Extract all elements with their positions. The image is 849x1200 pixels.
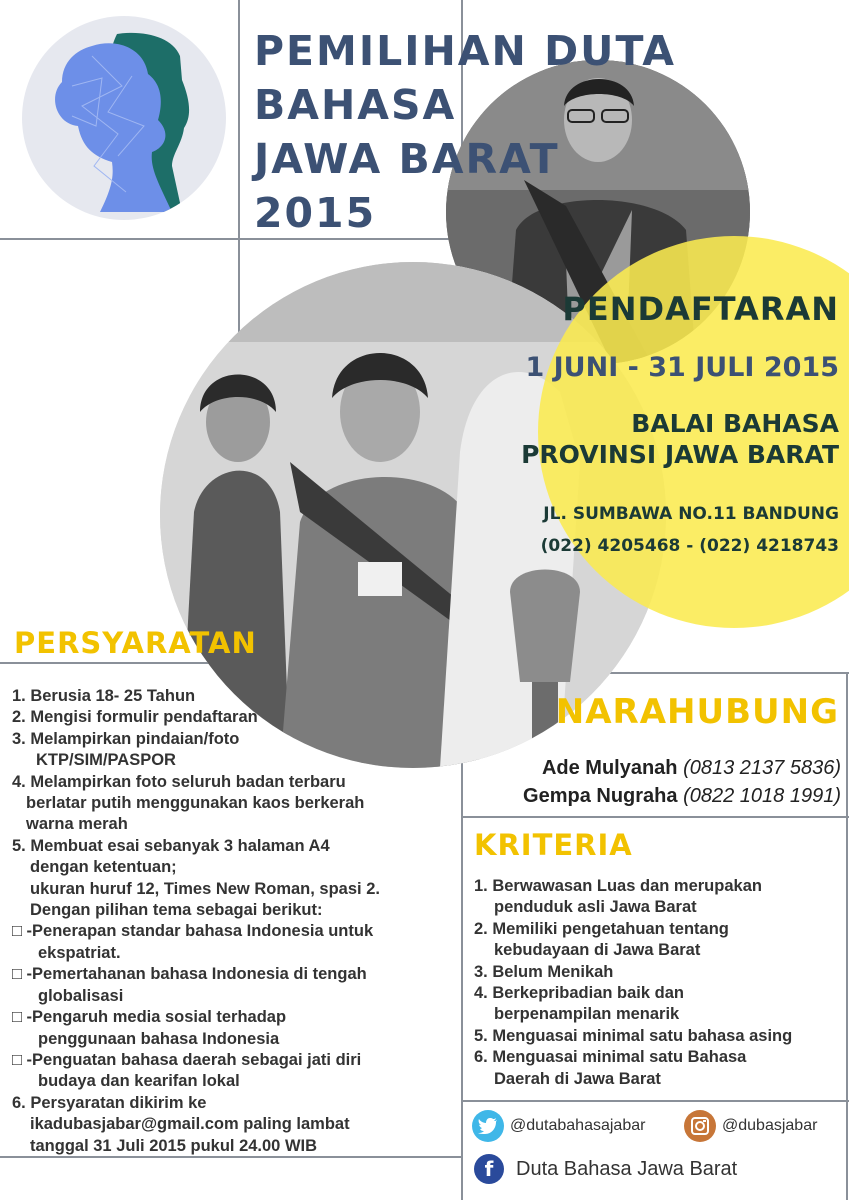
divider-horizontal-right-kriteria bbox=[462, 816, 849, 818]
twitter-bird-icon bbox=[472, 1110, 504, 1142]
list-item: ukuran huruf 12, Times New Roman, spasi 2. bbox=[30, 879, 380, 898]
divider-vertical-left bbox=[238, 0, 240, 340]
list-item: 3. Belum Menikah bbox=[474, 962, 614, 981]
list-item: 5. Menguasai minimal satu bahasa asing bbox=[474, 1026, 793, 1045]
contact-name: Gempa Nugraha bbox=[523, 785, 678, 807]
registration-contact bbox=[541, 498, 839, 562]
narahubung-heading: NARAHUBUNG bbox=[555, 692, 839, 732]
list-item: kebudayaan di Jawa Barat bbox=[494, 941, 701, 960]
list-item: 6. Menguasai minimal satu Bahasa bbox=[474, 1048, 747, 1067]
kriteria-heading: KRITERIA bbox=[474, 828, 633, 862]
list-item: □ -Penerapan standar bahasa Indonesia untuk bbox=[12, 922, 374, 941]
list-item: berlatar putih menggunakan kaos berkerah bbox=[26, 794, 365, 813]
contact-phone: (0813 2137 5836) bbox=[683, 757, 841, 779]
list-item: □ -Pemertahanan bahasa Indonesia di tengah bbox=[12, 965, 367, 984]
list-item: 5. Membuat esai sebanyak 3 halaman A4 bbox=[12, 836, 330, 855]
twitter-handle: @dutabahasajabar bbox=[510, 1117, 646, 1134]
contact-phone: (0822 1018 1991) bbox=[683, 785, 841, 807]
list-item: penduduk asli Jawa Barat bbox=[494, 898, 697, 917]
list-item: 1. Berusia 18- 25 Tahun bbox=[12, 687, 196, 705]
registration-dates: 1 JUNI - 31 JULI 2015 bbox=[525, 352, 839, 383]
instagram-link[interactable] bbox=[684, 1110, 817, 1142]
list-item: 2. Mengisi formulir pendaftaran bbox=[12, 708, 258, 727]
registration-organizer bbox=[521, 408, 839, 470]
instagram-camera-icon bbox=[684, 1110, 716, 1142]
persyaratan-list bbox=[12, 686, 380, 1157]
list-item: 3. Melampirkan pindaian/foto bbox=[12, 729, 240, 748]
kriteria-list bbox=[474, 876, 792, 1090]
contact-item bbox=[523, 782, 841, 810]
list-item: Dengan pilihan tema sebagai berikut: bbox=[30, 901, 323, 920]
list-item: budaya dan kearifan lokal bbox=[38, 1072, 240, 1091]
list-item: ekspatriat. bbox=[38, 943, 121, 962]
title-line-1: PEMILIHAN DUTA BAHASA bbox=[254, 27, 676, 129]
registration-address: JL. SUMBAWA NO.11 BANDUNG bbox=[543, 504, 839, 524]
contact-list bbox=[523, 754, 841, 810]
list-item: berpenampilan menarik bbox=[494, 1005, 680, 1024]
persyaratan-heading: PERSYARATAN bbox=[14, 626, 257, 660]
page-title bbox=[254, 24, 849, 240]
registration-heading: PENDAFTARAN bbox=[562, 290, 839, 328]
list-item: □ -Pengaruh media sosial terhadap bbox=[12, 1008, 287, 1027]
list-item: penggunaan bahasa Indonesia bbox=[38, 1029, 280, 1048]
list-item: 2. Memiliki pengetahuan tentang bbox=[474, 919, 729, 938]
organizer-line-2: PROVINSI JAWA BARAT bbox=[521, 440, 839, 469]
contact-name: Ade Mulyanah bbox=[541, 757, 678, 779]
instagram-handle: @dubasjabar bbox=[722, 1117, 818, 1134]
divider-horizontal-right-bottom bbox=[462, 1100, 849, 1102]
registration-phones: (022) 4205468 - (022) 4218743 bbox=[540, 536, 839, 556]
facebook-link[interactable] bbox=[474, 1154, 737, 1184]
facebook-f-icon: f bbox=[474, 1154, 504, 1184]
list-item: □ -Penguatan bahasa daerah sebagai jati diri bbox=[12, 1050, 362, 1069]
list-item: globalisasi bbox=[38, 986, 124, 1005]
list-item: KTP/SIM/PASPOR bbox=[36, 751, 176, 770]
list-item: warna merah bbox=[26, 815, 128, 834]
list-item: 4. Berkepribadian baik dan bbox=[474, 984, 684, 1003]
contact-item bbox=[523, 754, 841, 782]
title-line-2: JAWA BARAT bbox=[254, 135, 560, 183]
list-item: ikadubasjabar@gmail.com paling lambat bbox=[30, 1115, 350, 1134]
divider-vertical-right-bottom bbox=[846, 672, 848, 1200]
organizer-line-1: BALAI BAHASA bbox=[631, 409, 839, 438]
title-line-3: 2015 bbox=[254, 189, 377, 237]
list-item: 4. Melampirkan foto seluruh badan terbaru bbox=[12, 772, 346, 791]
list-item: tanggal 31 Juli 2015 pukul 24.00 WIB bbox=[30, 1136, 318, 1155]
facebook-page-name: Duta Bahasa Jawa Barat bbox=[516, 1157, 738, 1180]
logo bbox=[22, 16, 226, 220]
list-item: Daerah di Jawa Barat bbox=[494, 1069, 661, 1088]
list-item: 6. Persyaratan dikirim ke bbox=[12, 1093, 207, 1112]
list-item: dengan ketentuan; bbox=[30, 858, 177, 877]
twitter-link[interactable] bbox=[472, 1110, 645, 1142]
list-item: 1. Berwawasan Luas dan merupakan bbox=[474, 877, 762, 895]
